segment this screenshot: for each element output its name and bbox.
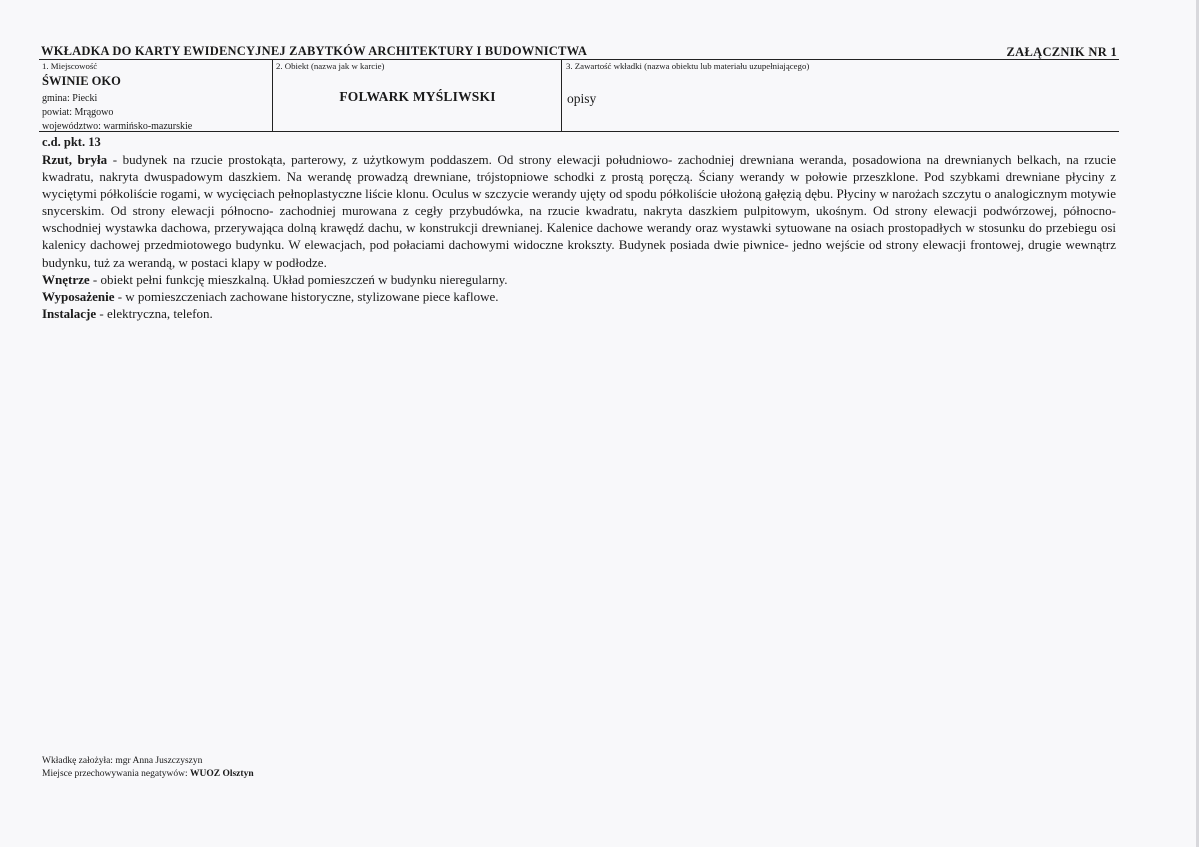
- document-title: WKŁADKA DO KARTY EWIDENCYJNEJ ZABYTKÓW ARCHITEKTURY I BUDOWNICTWA: [41, 44, 588, 58]
- object-label: 2. Obiekt (nazwa jak w karcie): [276, 61, 385, 71]
- gmina: gmina: Piecki: [42, 93, 98, 104]
- text-wnetrze: - obiekt pełni funkcję mieszkalną. Układ pomieszczeń w budynku nieregularny.: [89, 271, 508, 287]
- location-label: 1. Miejscowość: [42, 61, 98, 71]
- negatives-line: [42, 769, 254, 779]
- powiat: powiat: Mrągowo: [42, 107, 114, 118]
- paragraph-rzut: [42, 151, 1116, 271]
- info-grid: [39, 60, 1119, 132]
- contents-value: opisy: [567, 91, 597, 106]
- author-line: Wkładkę założyła: mgr Anna Juszczyszyn: [42, 756, 203, 766]
- negatives-value: WUOZ Olsztyn: [190, 769, 254, 779]
- term-rzut: Rzut, bryła: [42, 152, 108, 167]
- negatives-label: Miejsce przechowywania negatywów:: [42, 769, 190, 779]
- contents-label: 3. Zawartość wkładki (nazwa obiektu lub materiału uzupełniającego): [566, 61, 810, 71]
- term-wyposazenie: Wyposażenie: [42, 288, 115, 304]
- text-rzut: - budynek na rzucie prostokąta, parterowy, z użytkowym poddaszem. Od strony elewacji południowo- zachodniej drewniana weranda, posadowiona na drewnianych belkach, na rzucie kwadratu, nakryta dwuspadowym daszkiem. Na werandę prowadzą drewniane, trójstopniowe schodki z prostą poręczą. Ściany werandy w połowie przeszklone. Pod szybkami drewniane płyciny z wyciętymi półkoliście rogami, w wycięciach pełnoplastyczne liście klonu. Oculus w szczycie werandy ujęty od spodu półkoliście ułożoną gałęzią dębu. Płyciny w narożach szczytu o analogicznym motywie snycerskim. Od strony elewacji północno- zachodniej murowana z cegły przybudówka, na rzucie kwadratu, nakryta daszkiem pulpitowym, ukośnym. Od strony elewacji podwórzowej, północno- wschodniej wystawka dachowa, przerywająca dolną krawędź dachu, w konstrukcji drewnianej. Kalenice dachowe werandy oraz wystawki sytuowane na osiach prostopadłych w stosunku do przebiegu osi kalenicy dachowej przedmiotowego budynku. W elewacjach, pod połaciami dachowymi widoczne krokszty. Budynek posiada dwie piwnice- jedno wejście od strony elewacji frontowej, drugie wewnątrz budynku, tuż za werandą, w postaci klapy w podłodze.: [42, 152, 1116, 270]
- object-cell: [272, 60, 562, 131]
- location-cell: [39, 60, 271, 131]
- paragraph-wnetrze: [42, 271, 1116, 288]
- text-instalacje: - elektryczna, telefon.: [96, 305, 213, 321]
- description-body: [42, 151, 1116, 322]
- text-wyposazenie: - w pomieszczeniach zachowane historyczne, stylizowane piece kaflowe.: [114, 288, 499, 304]
- annex-number: ZAŁĄCZNIK NR 1: [1006, 45, 1117, 59]
- contents-cell: [561, 60, 1120, 131]
- place-name: ŚWINIE OKO: [42, 74, 121, 88]
- paragraph-wyposazenie: [42, 288, 1116, 305]
- term-wnetrze: Wnętrze: [42, 271, 90, 287]
- section-heading: c.d. pkt. 13: [42, 135, 101, 149]
- object-name: FOLWARK MYŚLIWSKI: [339, 89, 496, 104]
- wojewodztwo: województwo: warmińsko-mazurskie: [42, 121, 193, 132]
- paragraph-instalacje: [42, 305, 1116, 322]
- term-instalacje: Instalacje: [42, 305, 97, 321]
